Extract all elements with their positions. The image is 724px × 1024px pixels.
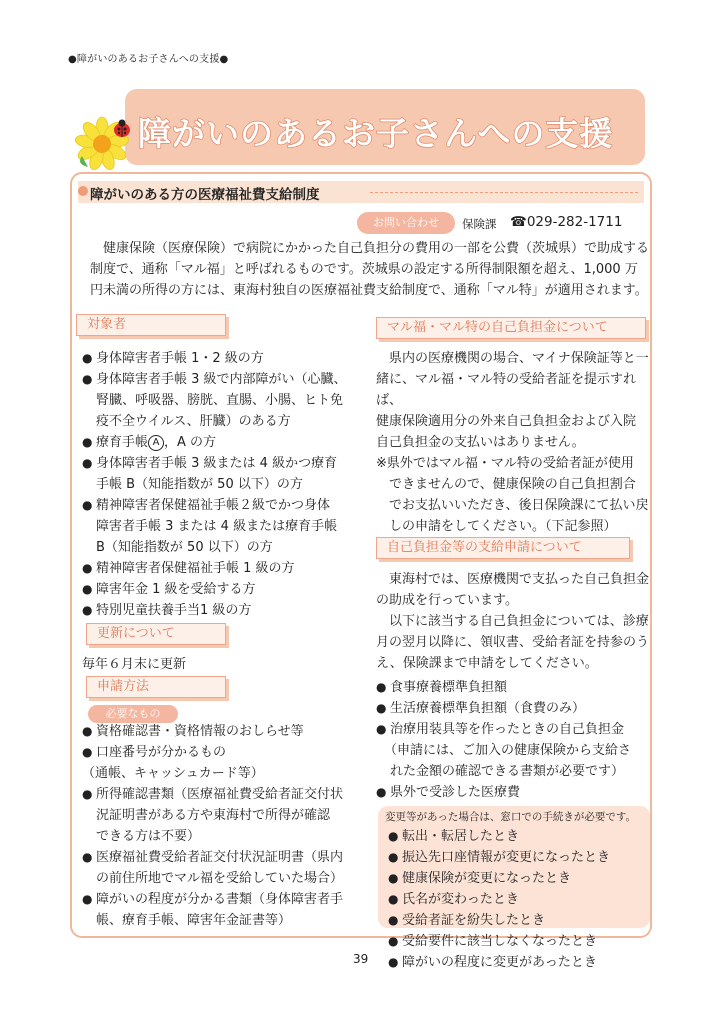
copay-label: マル福・マル特の自己負担金について xyxy=(376,317,646,339)
reimburse-text xyxy=(376,569,652,674)
apply-label: 申請方法 xyxy=(86,676,226,698)
reimburse-line: 以下に該当する自己負担金については、診療 xyxy=(389,614,649,629)
list-item: （通帳、キャッシュカード等） xyxy=(82,766,264,781)
intro-line: 健康保険（医療保険）で病院にかかった自己負担分の費用の一部を公費（茨城県）で助成する xyxy=(103,241,650,256)
list-item: ● 障がいの程度に変更があったとき xyxy=(388,952,646,973)
list-item: ● 口座番号が分かるもの xyxy=(82,742,362,763)
header-note: ●障がいのあるお子さんへの支援● xyxy=(68,54,229,65)
list-item: ● 精神障害者保健福祉手帳 1 級の方 xyxy=(82,558,362,579)
need-pill: 必要なもの xyxy=(88,705,178,723)
list-item: ● 氏名が変わったとき xyxy=(388,889,646,910)
list-item: ● 健康保険が変更になったとき xyxy=(388,868,646,889)
section-divider xyxy=(370,192,638,193)
change-list xyxy=(388,826,646,973)
copay-line: 自己負担金の支払いはありません。 xyxy=(376,435,585,450)
reimburse-label: 自己負担金等の支給申請について xyxy=(376,537,630,559)
list-item: ● 資格確認書・資格情報のおしらせ等 xyxy=(82,721,362,742)
list-item: ● 受給者証を紛失したとき xyxy=(388,910,646,931)
reimburse-list xyxy=(376,677,652,803)
list-item: ● 障害年金 1 級を受給する方 xyxy=(82,579,362,600)
list-item: ● 県外で受診した医療費 xyxy=(376,782,652,803)
list-item: ● 食事療養標準負担額 xyxy=(376,677,652,698)
list-item: ● 身体障害者手帳 3 級で内部障がい（心臓、 腎臓、呼吸器、膀胱、直腸、小腸、ヒト免 疫不全ウイルス、肝臓）のある方 xyxy=(82,369,362,432)
bullet-dot-icon xyxy=(78,186,88,196)
list-item: ● 療育手帳 A ，A の方 xyxy=(82,432,362,453)
renewal-text: 毎年６月末に更新 xyxy=(82,657,187,672)
list-item: ● 特別児童扶養手当1 級の方 xyxy=(82,600,362,621)
reimburse-line: 月の翌月以降に、領収書、受給者証を持参のう xyxy=(376,635,650,650)
contact-tel: ☎029-282-1711 xyxy=(510,214,623,230)
apply-list xyxy=(82,721,362,931)
change-notice-title: 変更等があった場合は、窓口での手続きが必要です。 xyxy=(385,811,637,823)
list-item: ● 精神障害者保健福祉手帳２級でかつ身体 障害者手帳 3 または 4 級または療育手帳 B（知能指数が 50 以下）の方 xyxy=(82,495,362,558)
list-item: ● 身体障害者手帳 1・2 級の方 xyxy=(82,348,362,369)
copay-line: 健康保険適用分の外来自己負担金および入院 xyxy=(376,414,637,429)
copay-text xyxy=(376,348,652,537)
list-item: ● 転出・転居したとき xyxy=(388,826,646,847)
intro-text xyxy=(90,238,650,301)
list-item: ● 治療用装具等を作ったときの自己負担金 xyxy=(376,719,652,740)
copay-note: しの申請をしてください。（下記参照） xyxy=(389,519,617,534)
contact-pill: お問い合わせ xyxy=(357,212,455,234)
renewal-label: 更新について xyxy=(86,623,226,645)
list-item: れた金額の確認できる書類が必要です） xyxy=(390,764,625,779)
circled-a-icon: A xyxy=(148,435,164,451)
reimburse-line: の助成を行っています。 xyxy=(376,593,518,608)
list-item: （申請には、ご加入の健康保険から支給さ xyxy=(384,743,632,758)
list-item: ● 所得確認書類（医療福祉費受給者証交付状 況証明書がある方や東海村で所得が確認 できる方は不要） xyxy=(82,784,362,847)
intro-line: 制度で、通称「マル福」と呼ばれるものです。茨城県の設定する所得制限額を超え、1,000 万 xyxy=(90,262,638,277)
copay-note: できませんので、健康保険の自己負担割合 xyxy=(389,477,636,492)
reimburse-line: 東海村では、医療機関で支払った自己負担金 xyxy=(389,572,650,587)
page-number: 39 xyxy=(353,952,369,966)
eligible-list xyxy=(82,348,362,621)
reimburse-line: え、保険課まで申請をしてください。 xyxy=(376,656,598,671)
list-item: ● 振込先口座情報が変更になったとき xyxy=(388,847,646,868)
contact-dept: 保険課 xyxy=(462,217,497,231)
eligible-label: 対象者 xyxy=(76,314,226,336)
copay-line: 緒に、マル福・マル特の受給者証を提示すれば、 xyxy=(376,372,637,408)
section-title: 障がいのある方の医療福祉費支給制度 xyxy=(90,187,320,203)
list-item: ● 障がいの程度が分かる書類（身体障害者手 帳、療育手帳、障害年金証書等） xyxy=(82,889,362,931)
list-item: ● 受給要件に該当しなくなったとき xyxy=(388,931,646,952)
list-item: ● 生活療養標準負担額（食費のみ） xyxy=(376,698,652,719)
page-title: 障がいのあるお子さんへの支援 xyxy=(138,114,614,153)
list-item: ● 医療福祉費受給者証交付状況証明書（県内 の前住所地でマル福を受給していた場合） xyxy=(82,847,362,889)
flower-icon xyxy=(68,112,138,172)
list-item: ● 身体障害者手帳 3 級または 4 級かつ療育 手帳 B（知能指数が 50 以下）の方 xyxy=(82,453,362,495)
copay-note: でお支払いいただき、後日保険課にて払い戻 xyxy=(389,498,649,513)
copay-note: ※県外ではマル福・マル特の受給者証が使用 xyxy=(376,456,634,471)
copay-line: 県内の医療機関の場合、マイナ保険証等と一 xyxy=(389,351,649,366)
intro-line: 円未満の所得の方には、東海村独自の医療福祉費支給制度で、通称「マル特」が適用されます。 xyxy=(90,283,648,298)
